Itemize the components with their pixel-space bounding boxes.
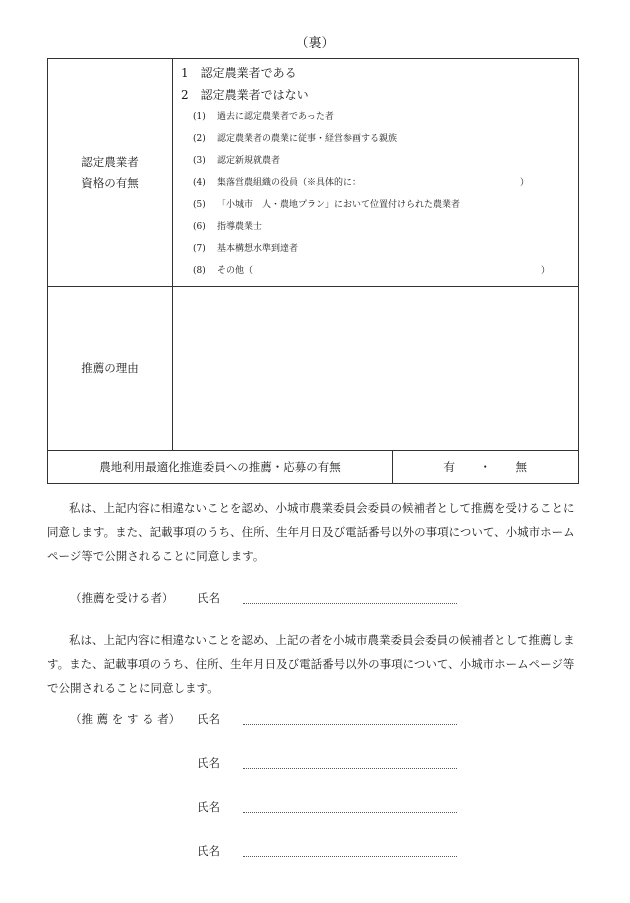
sub-option-text: 認定農業者の農業に従事・経営参画する親族	[217, 134, 398, 144]
consent-paragraph-1: 私は、上記内容に相違ないことを認め、小城市農業委員会委員の候補者として推薦を受けることに同意します。また、記載事項のうち、住所、生年月日及び電話番号以外の事項について、小城市ホームページ等で公開されることに同意します。	[47, 501, 575, 563]
consent-paragraph-2: 私は、上記内容に相違ないことを認め、上記の者を小城市農業委員会委員の候補者として推薦します。また、記載事項のうち、住所、生年月日及び電話番号以外の事項について、小城市ホームページ等で公開されることに同意します。	[47, 633, 575, 695]
recipient-name-line[interactable]	[243, 603, 457, 604]
option-not-certified[interactable]: 2 認定農業者ではない	[181, 88, 309, 102]
recipient-signature-row	[0, 590, 630, 610]
sub-option-text: 基本構想水準到達者	[217, 244, 299, 254]
recommender-name-line[interactable]	[243, 768, 457, 769]
application-table	[47, 58, 579, 484]
promoter-label: 農地利用最適化推進委員への推薦・応募の有無	[48, 451, 393, 484]
sub-option-close-paren: ）	[541, 266, 551, 276]
recommender-signature-row-4	[0, 843, 630, 863]
sub-option-number: (4)	[193, 178, 206, 188]
sub-option-1[interactable]	[181, 106, 578, 128]
sub-option-text: その他（	[217, 266, 254, 276]
recommender-name-line[interactable]	[243, 724, 457, 725]
page-title: （裏）	[295, 36, 335, 51]
sub-option-number: (3)	[193, 156, 206, 166]
recommender-name-line[interactable]	[243, 812, 457, 813]
sub-option-7[interactable]	[181, 238, 578, 260]
promoter-row	[48, 451, 579, 484]
sub-option-close-paren: ）	[520, 178, 530, 188]
sub-option-text: 「小城市 人・農地プラン」において位置付けられた農業者	[217, 200, 461, 210]
option-certified[interactable]: 1 認定農業者である	[181, 66, 297, 80]
recipient-role: （推薦を受ける者）	[70, 591, 174, 605]
sub-option-text: 集落営農組織の役員（※具体的に：	[217, 178, 362, 188]
sub-option-number: (1)	[193, 112, 206, 122]
reason-row	[48, 287, 579, 451]
label-line-2: 資格の有無	[81, 175, 139, 190]
label-line-1: 認定農業者	[81, 154, 139, 169]
sub-option-text: 過去に認定農業者であった者	[217, 112, 334, 122]
certified-farmer-row	[48, 59, 579, 287]
sub-option-number: (5)	[193, 200, 206, 210]
recommender-signature-row-3	[0, 799, 630, 819]
sub-option-5[interactable]	[181, 194, 578, 216]
sub-option-3[interactable]	[181, 150, 578, 172]
sub-option-text: 認定新規就農者	[217, 156, 281, 166]
certified-farmer-label	[48, 59, 173, 287]
recommender-name-label: 氏名	[197, 800, 220, 814]
sub-option-8[interactable]	[181, 260, 578, 282]
recommender-name-label: 氏名	[197, 712, 220, 726]
sub-option-4[interactable]	[181, 172, 578, 194]
sub-option-number: (7)	[193, 244, 206, 254]
sub-option-text: 指導農業士	[217, 222, 263, 232]
sub-option-2[interactable]	[181, 128, 578, 150]
promoter-choice[interactable]: 有 ・ 無	[393, 451, 579, 484]
sub-option-6[interactable]	[181, 216, 578, 238]
reason-field[interactable]	[173, 287, 579, 451]
certified-farmer-options[interactable]	[173, 59, 579, 287]
reason-label: 推薦の理由	[48, 287, 173, 451]
sub-option-number: (6)	[193, 222, 206, 232]
recommender-name-label: 氏名	[197, 756, 220, 770]
recommender-name-line[interactable]	[243, 856, 457, 857]
recommender-name-label: 氏名	[197, 844, 220, 858]
recommender-role: （推 薦 を す る 者）	[70, 712, 181, 726]
sub-option-number: (8)	[193, 266, 206, 276]
recommender-signature-row-2	[0, 755, 630, 775]
recommender-signature-row-1	[0, 711, 630, 731]
sub-option-number: (2)	[193, 134, 206, 144]
recipient-name-label: 氏名	[197, 591, 220, 605]
